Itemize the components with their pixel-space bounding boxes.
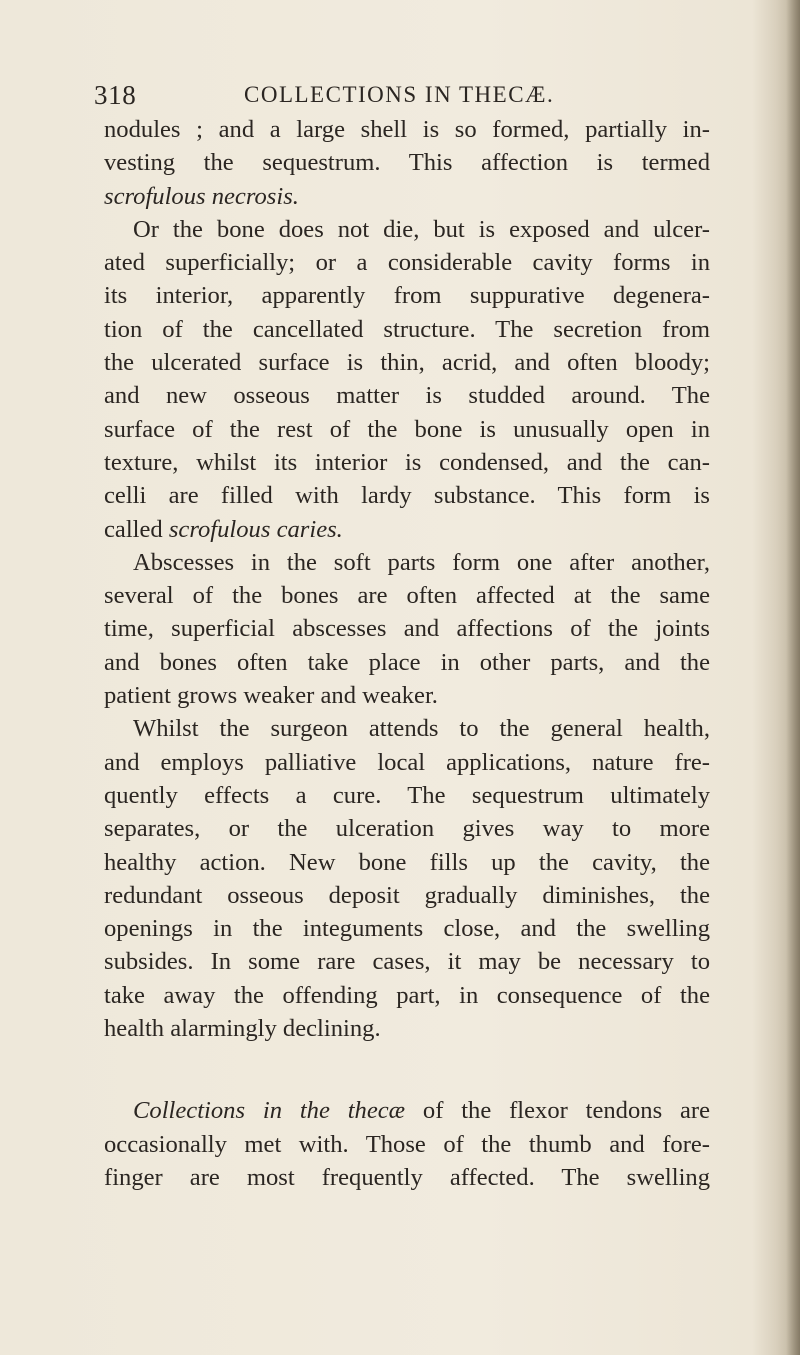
text-line: [104, 180, 710, 213]
line-text: quently effects a cure. The sequestrum ultimately: [104, 781, 710, 809]
italic-text: scrofulous caries.: [168, 515, 343, 543]
line-text: healthy action. New bone fills up the cavity, the: [104, 848, 710, 876]
text-line: [104, 712, 710, 745]
line-text: and employs palliative local applications, nature fre-: [104, 748, 710, 776]
text-line: [104, 146, 710, 179]
line-text: texture, whilst its interior is condensed, and the can-: [104, 448, 710, 476]
text-line: [104, 246, 710, 279]
line-text: subsides. In some rare cases, it may be necessary to: [104, 948, 710, 976]
italic-text: Collections in the thecæ: [133, 1097, 406, 1125]
line-text: patient grows weaker and weaker.: [104, 682, 438, 710]
line-text: the ulcerated surface is thin, acrid, and often bloody;: [104, 349, 710, 377]
page-edge-shadow: [786, 0, 800, 1355]
text-line: [104, 612, 710, 645]
text-line: [104, 413, 710, 446]
line-text: ated superficially; or a considerable cavity forms in: [104, 249, 710, 277]
line-text: redundant osseous deposit gradually diminishes, the: [104, 881, 710, 909]
text-line: [104, 846, 710, 879]
text-line: [104, 446, 710, 479]
page-header: [94, 72, 714, 112]
text-line: [104, 213, 710, 246]
line-text: and bones often take place in other parts, and the: [104, 648, 710, 676]
text-line: [104, 679, 710, 712]
running-head: COLLECTIONS IN THECÆ.: [244, 82, 555, 107]
line-text: Abscesses in the soft parts form one after another,: [133, 548, 710, 576]
line-text: of the flexor tendons are: [405, 1097, 710, 1125]
text-line: [104, 113, 710, 146]
line-text: nodules ; and a large shell is so formed, partially in-: [104, 116, 710, 143]
line-text: time, superficial abscesses and affections of the joints: [104, 615, 710, 643]
text-line: [104, 1012, 710, 1045]
line-text: separates, or the ulceration gives way to more: [104, 815, 710, 843]
text-line: [104, 979, 710, 1012]
line-text: celli are filled with lardy substance. This form is: [104, 482, 710, 510]
page-number: 318: [94, 80, 137, 110]
text-line: [104, 879, 710, 912]
line-text: occasionally met with. Those of the thumb and fore-: [104, 1130, 710, 1158]
line-text: vesting the sequestrum. This affection is termed: [104, 149, 710, 177]
text-line: [104, 513, 710, 546]
line-text: surface of the rest of the bone is unusually open in: [104, 415, 710, 443]
line-text: and new osseous matter is studded around. The: [104, 382, 710, 410]
line-text: Whilst the surgeon attends to the general health,: [133, 715, 710, 743]
text-line: [104, 746, 710, 779]
line-text: Or the bone does not die, but is exposed and ulcer-: [133, 215, 710, 243]
line-text: several of the bones are often affected at the same: [104, 582, 710, 610]
line-text: health alarmingly declining.: [104, 1015, 381, 1043]
text-line: [104, 546, 710, 579]
text-line: [104, 812, 710, 845]
text-line: [104, 379, 710, 412]
italic-text: scrofulous necrosis.: [104, 182, 299, 210]
body-text: [104, 113, 710, 1194]
line-text: called: [104, 515, 169, 543]
text-line: [104, 1128, 710, 1161]
line-text: tion of the cancellated structure. The secretion from: [104, 315, 710, 343]
line-text: take away the offending part, in consequence of the: [104, 981, 710, 1009]
text-line: [104, 579, 710, 612]
section-gap: [104, 1045, 710, 1094]
line-text: its interior, apparently from suppurative degenera-: [104, 282, 710, 310]
text-line: [104, 1161, 710, 1194]
text-line: [104, 646, 710, 679]
text-line: [104, 279, 710, 312]
line-text: finger are most frequently affected. The swelling: [104, 1163, 710, 1191]
text-line: [104, 479, 710, 512]
text-line: [104, 912, 710, 945]
text-line: [104, 346, 710, 379]
line-text: openings in the integuments close, and the swelling: [104, 915, 710, 943]
text-line: [104, 313, 710, 346]
text-line: [104, 945, 710, 978]
text-line: [104, 779, 710, 812]
text-line: [104, 1094, 710, 1127]
